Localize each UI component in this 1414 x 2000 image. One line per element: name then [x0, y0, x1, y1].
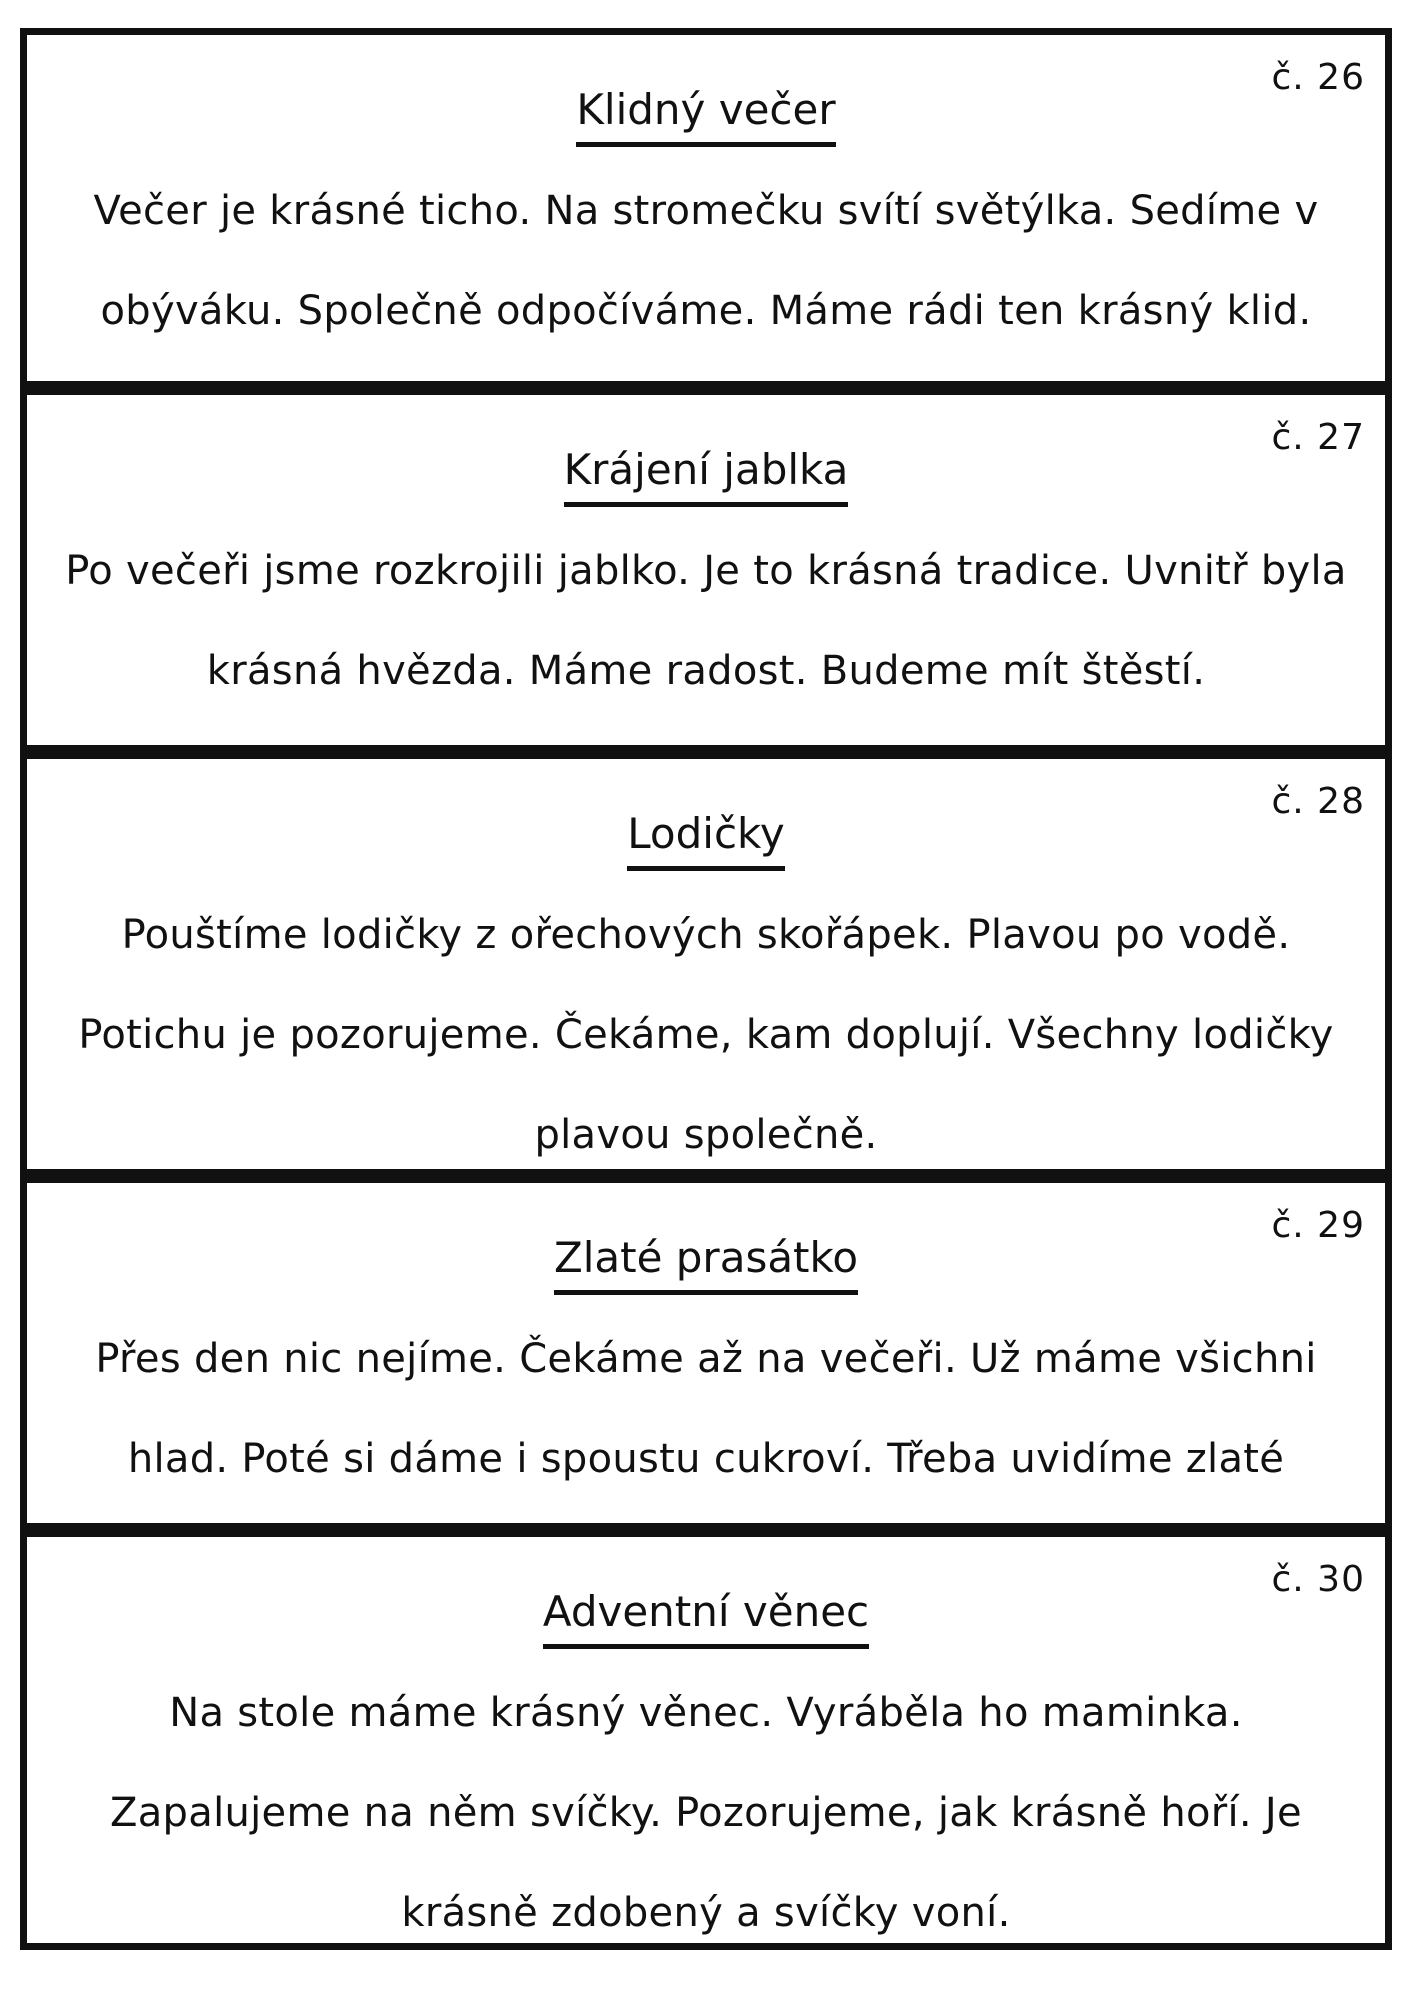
card-number: č. 27: [1271, 417, 1365, 458]
card-title: Adventní věnec: [543, 1587, 869, 1649]
reading-card: [20, 752, 1392, 1176]
reading-card: [20, 1530, 1392, 1950]
card-text: Večer je krásné ticho. Na stromečku svítí světýlka. Sedíme v obýváku. Společně odpočíváme. Máme rádi ten krásný klid.: [93, 188, 1319, 334]
card-text: Po večeři jsme rozkrojili jablko. Je to krásná tradice. Uvnitř byla krásná hvězda. Máme radost. Budeme mít štěstí.: [65, 548, 1347, 694]
reading-card: [20, 1176, 1392, 1530]
card-text: Přes den nic nejíme. Čekáme až na večeři. Už máme všichni hlad. Poté si dáme i spoustu cukroví. Třeba uvidíme zlaté: [95, 1336, 1317, 1482]
card-number: č. 29: [1271, 1205, 1365, 1246]
card-title: Zlaté prasátko: [554, 1233, 858, 1295]
card-title: Lodičky: [627, 809, 784, 871]
card-text: Na stole máme krásný věnec. Vyráběla ho maminka. Zapalujeme na něm svíčky. Pozorujeme, jak krásně hoří. Je krásně zdobený a svíčky voní.: [110, 1690, 1302, 1936]
card-title: Krájení jablka: [564, 445, 849, 507]
card-number: č. 30: [1271, 1559, 1365, 1600]
reading-cards: [20, 28, 1392, 1950]
reading-card: [20, 388, 1392, 752]
card-number: č. 28: [1271, 781, 1365, 822]
reading-card: [20, 28, 1392, 388]
card-number: č. 26: [1271, 57, 1365, 98]
card-title: Klidný večer: [576, 85, 835, 147]
card-text: Pouštíme lodičky z ořechových skořápek. Plavou po vodě. Potichu je pozorujeme. Čekáme, kam doplují. Všechny lodičky plavou společně.: [78, 912, 1334, 1158]
